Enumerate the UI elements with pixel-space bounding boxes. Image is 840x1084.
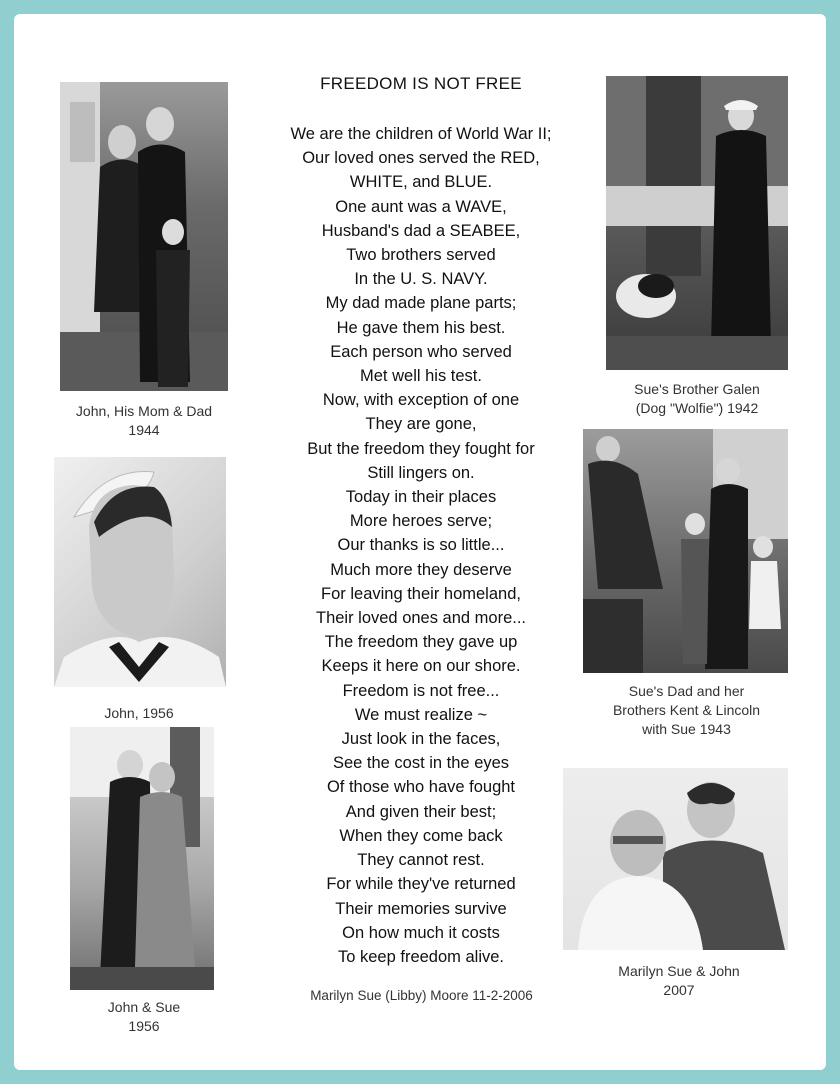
poem-line: They cannot rest. — [357, 851, 485, 870]
poem-line: More heroes serve; — [349, 512, 493, 531]
photo-sue-dad-brothers — [583, 429, 788, 673]
poem-line: They are gone, — [365, 415, 477, 434]
photo-marilyn-john — [563, 768, 788, 950]
poem-line: Met well his test. — [360, 367, 482, 386]
poem-line: When they come back — [339, 826, 503, 845]
poem-line: On how much it costs — [342, 923, 500, 942]
poem-line: Two brothers served — [346, 246, 496, 265]
photo-galen — [606, 76, 788, 370]
caption-line: Marilyn Sue & John — [618, 963, 740, 979]
caption-line: John & Sue — [107, 999, 181, 1015]
caption-line: John, 1956 — [104, 705, 174, 721]
poem-line: He gave them his best. — [336, 318, 506, 337]
poem-line: Today in their places — [345, 488, 497, 507]
poem-line: Their memories survive — [335, 899, 507, 918]
caption-marilyn-john — [574, 962, 784, 1000]
poem-line: For leaving their homeland, — [321, 584, 521, 603]
caption-john-sue — [54, 998, 234, 1036]
poem-line: Freedom is not free... — [342, 681, 500, 700]
poem-line: Our thanks is so little... — [337, 536, 505, 555]
poem-line: Keeps it here on our shore. — [321, 657, 521, 676]
caption-john-1956 — [54, 704, 224, 723]
poem-line: Husband's dad a SEABEE, — [321, 221, 521, 240]
poem-line: But the freedom they fought for — [307, 439, 535, 458]
poem-line: Each person who served — [330, 342, 512, 361]
poem-body — [246, 122, 596, 969]
photo-john-sue — [70, 727, 214, 990]
poem-line: My dad made plane parts; — [325, 294, 517, 313]
poem-line: For while they've returned — [326, 875, 516, 894]
poem-line: In the U. S. NAVY. — [354, 270, 488, 289]
caption-line: 1956 — [128, 1018, 160, 1034]
poem-line: Much more they deserve — [330, 560, 512, 579]
poem-line: See the cost in the eyes — [332, 754, 510, 773]
poster-page — [14, 14, 826, 1070]
caption-john-mom-dad — [34, 402, 254, 440]
poem-line: Of those who have fought — [326, 778, 516, 797]
poem-line: WHITE, and BLUE. — [349, 173, 493, 192]
poem-line: One aunt was a WAVE, — [335, 197, 507, 216]
poem-line: Our loved ones served the RED, — [302, 149, 540, 168]
poem-line: Their loved ones and more... — [315, 609, 527, 628]
poem-line: The freedom they gave up — [324, 633, 518, 652]
poem-line: We are the children of World War II; — [290, 125, 552, 143]
photo-john-mom-dad — [60, 82, 228, 391]
caption-line: Sue's Brother Galen — [634, 381, 760, 397]
poem-line: Now, with exception of one — [322, 391, 520, 410]
poem-line: Still lingers on. — [367, 463, 475, 482]
caption-line: 1944 — [128, 422, 160, 438]
poem-line: Just look in the faces, — [341, 730, 501, 749]
caption-sue-dad-brothers — [569, 682, 804, 739]
photo-john-1956 — [54, 457, 226, 687]
poem-author: Marilyn Sue (Libby) Moore 11-2-2006 — [310, 988, 533, 1003]
caption-line: 2007 — [663, 982, 695, 998]
poem-line: We must realize ~ — [354, 705, 488, 724]
caption-galen — [587, 380, 807, 418]
caption-line: (Dog "Wolfie") 1942 — [635, 400, 759, 416]
caption-line: with Sue 1943 — [642, 721, 731, 737]
poem-title: FREEDOM IS NOT FREE — [320, 74, 522, 93]
poem-line: And given their best; — [345, 802, 497, 821]
poem-line: To keep freedom alive. — [337, 947, 504, 966]
caption-line: Brothers Kent & Lincoln — [612, 702, 761, 718]
caption-line: Sue's Dad and her — [628, 683, 745, 699]
caption-line: John, His Mom & Dad — [75, 403, 213, 419]
